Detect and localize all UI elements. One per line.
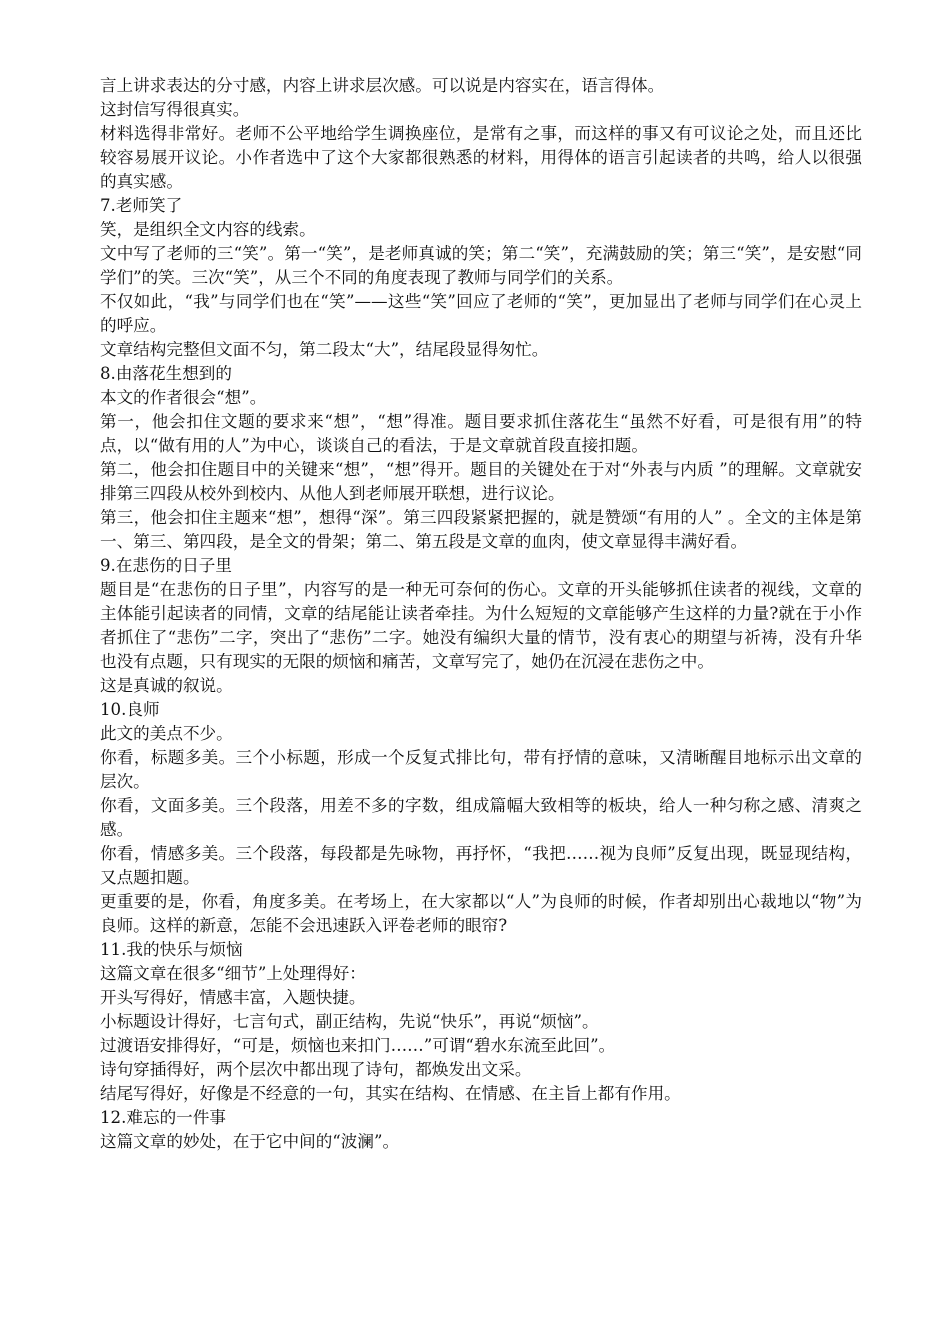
paragraph: 笑，是组织全文内容的线索。 bbox=[100, 220, 316, 239]
paragraph: 第一，他会扣住文题的要求来“想”，“想”得准。题目要求抓住落花生“虽然不好看，可是很有用”的特点，以“做有用的人”为中心，谈谈自己的看法，于是文章就首段直接扣题。 bbox=[100, 412, 862, 455]
paragraph: 结尾写得好，好像是不经意的一句，其实在结构、在情感、在主旨上都有作用。 bbox=[100, 1084, 681, 1103]
section-heading: 7.老师笑了 bbox=[100, 196, 183, 215]
paragraph: 诗句穿插得好，两个层次中都出现了诗句，都焕发出文采。 bbox=[100, 1060, 532, 1079]
paragraph: 你看，标题多美。三个小标题，形成一个反复式排比句，带有抒情的意味，又清晰醒目地标示出文章的层次。 bbox=[100, 748, 862, 791]
paragraph: 题目是“在悲伤的日子里”，内容写的是一种无可奈何的伤心。文章的开头能够抓住读者的视线，文章的主体能引起读者的同情，文章的结尾能让读者牵挂。为什么短短的文章能够产生这样的力量?就在于小作者抓住了“悲伤”二字，突出了“悲伤”二字。她没有编织大量的情节，没有衷心的期望与祈祷，没有升华也没有点题，只有现实的无限的烦恼和痛苦，文章写完了，她仍在沉浸在悲伤之中。 bbox=[100, 580, 862, 671]
paragraph: 第二，他会扣住题目中的关键来“想”，“想”得开。题目的关键处在于对“外表与内质 ”的理解。文章就安排第三四段从校外到校内、从他人到老师展开联想，进行议论。 bbox=[100, 460, 862, 503]
section-heading: 11.我的快乐与烦恼 bbox=[100, 940, 243, 959]
paragraph: 小标题设计得好，七言句式，副正结构，先说“快乐”，再说“烦恼”。 bbox=[100, 1012, 599, 1031]
paragraph: 文章结构完整但文面不匀，第二段太“大”，结尾段显得匆忙。 bbox=[100, 340, 549, 359]
document-body bbox=[100, 74, 862, 1154]
section-heading: 9.在悲伤的日子里 bbox=[100, 556, 232, 575]
paragraph: 开头写得好，情感丰富，入题快捷。 bbox=[100, 988, 366, 1007]
paragraph: 你看，文面多美。三个段落，用差不多的字数，组成篇幅大致相等的板块，给人一种匀称之感、清爽之感。 bbox=[100, 796, 862, 839]
paragraph: 第三，他会扣住主题来“想”，想得“深”。第三四段紧紧把握的，就是赞颂“有用的人” 。全文的主体是第一、第三、第四段，是全文的骨架；第二、第五段是文章的血肉，使文章显得丰满好看。 bbox=[100, 508, 862, 551]
paragraph: 更重要的是，你看，角度多美。在考场上，在大家都以“人”为良师的时候，作者却别出心裁地以“物”为良师。这样的新意，怎能不会迅速跃入评卷老师的眼帘? bbox=[100, 892, 862, 935]
paragraph: 这篇文章的妙处，在于它中间的“波澜”。 bbox=[100, 1132, 400, 1151]
paragraph: 此文的美点不少。 bbox=[100, 724, 233, 743]
paragraph: 这是真诚的叙说。 bbox=[100, 676, 233, 695]
paragraph: 这封信写得很真实。 bbox=[100, 100, 250, 119]
paragraph: 你看，情感多美。三个段落，每段都是先咏物，再抒怀，“我把……视为良师”反复出现，既显现结构，又点题扣题。 bbox=[100, 844, 862, 887]
paragraph: 过渡语安排得好，“可是，烦恼也来扣门……”可谓“碧水东流至此回”。 bbox=[100, 1036, 616, 1055]
section-heading: 8.由落花生想到的 bbox=[100, 364, 232, 383]
paragraph: 文中写了老师的三“笑”。第一“笑”，是老师真诚的笑；第二“笑”，充满鼓励的笑；第三“笑”，是安慰“同学们”的笑。三次“笑”，从三个不同的角度表现了教师与同学们的关系。 bbox=[100, 244, 862, 287]
section-heading: 10.良师 bbox=[100, 700, 160, 719]
paragraph: 言上讲求表达的分寸感，内容上讲求层次感。可以说是内容实在，语言得体。 bbox=[100, 76, 665, 95]
paragraph: 材料选得非常好。老师不公平地给学生调换座位，是常有之事，而这样的事又有可议论之处，而且还比较容易展开议论。小作者选中了这个大家都很熟悉的材料，用得体的语言引起读者的共鸣，给人以很强的真实感。 bbox=[100, 124, 862, 191]
paragraph: 不仅如此，“我”与同学们也在“笑”——这些“笑”回应了老师的“笑”，更加显出了老师与同学们在心灵上的呼应。 bbox=[100, 292, 862, 335]
paragraph: 这篇文章在很多“细节”上处理得好： bbox=[100, 964, 366, 983]
section-heading: 12.难忘的一件事 bbox=[100, 1108, 226, 1127]
paragraph: 本文的作者很会“想”。 bbox=[100, 388, 267, 407]
